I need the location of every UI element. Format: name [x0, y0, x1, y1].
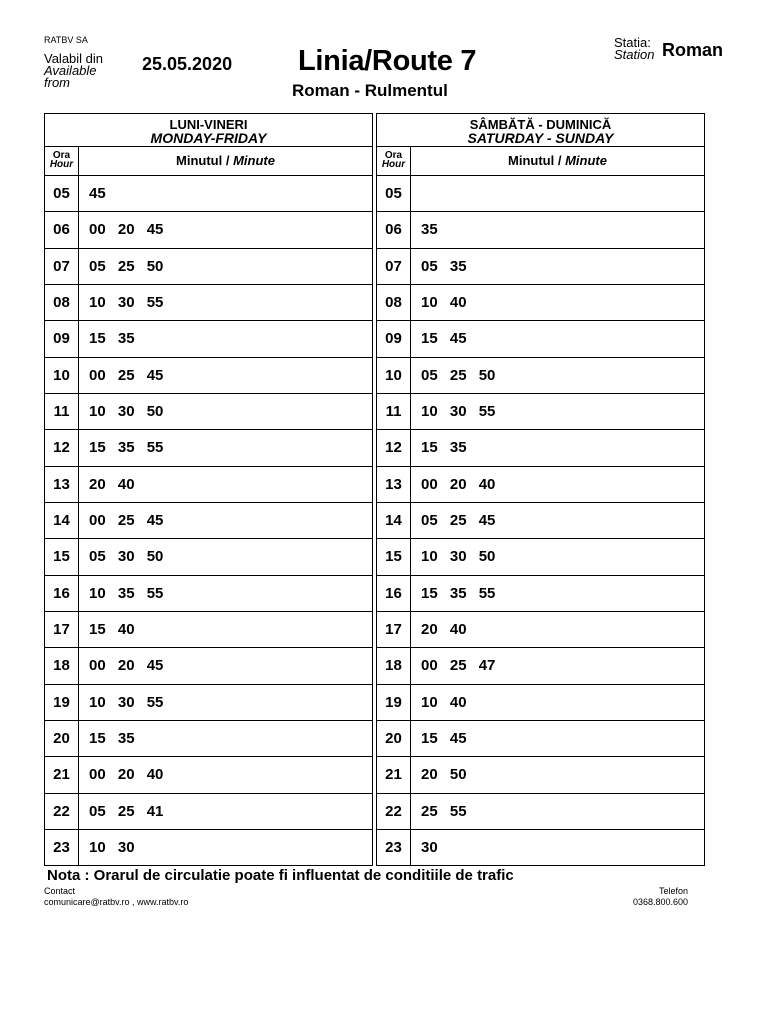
minutes-cell: 10 30 55: [89, 693, 164, 711]
table-row: [45, 394, 372, 430]
minutes-cell: 15 45: [421, 330, 467, 348]
minutes-cell: 10 35 55: [89, 584, 164, 602]
traffic-note: Nota : Orarul de circulatie poate fi influentat de conditiile de trafic: [47, 867, 514, 884]
valid-from-label: [44, 53, 103, 89]
table-row: [45, 285, 372, 321]
weekday-rows: [45, 176, 372, 866]
minutes-cell: 00 20 40: [89, 766, 164, 784]
hour-cell: 09: [377, 321, 411, 356]
minutes-cell: 10 30: [89, 838, 135, 856]
phone-value: 0368.800.600: [632, 897, 688, 907]
table-row: [45, 721, 372, 757]
hour-label-en: Hour: [381, 159, 406, 170]
hour-cell: 12: [377, 430, 411, 465]
station-label-ro: Statia:: [614, 35, 651, 50]
minutes-cell: 15 35 55: [89, 439, 164, 457]
weekend-panel: [376, 113, 705, 866]
phone-block: [620, 886, 688, 908]
valid-date: 25.05.2020: [142, 54, 233, 74]
minutes-cell: 10 40: [421, 293, 467, 311]
table-row: [377, 176, 704, 212]
hour-cell: 06: [377, 212, 411, 247]
hour-cell: 09: [45, 321, 79, 356]
minute-column-label: [411, 147, 704, 175]
table-row: [377, 249, 704, 285]
minute-label-en: Minute: [233, 153, 275, 168]
hour-cell: 15: [45, 539, 79, 574]
contact-block: [44, 886, 188, 908]
hour-cell: 06: [45, 212, 79, 247]
minutes-cell: [411, 176, 704, 211]
phone-label: Telefon: [658, 886, 688, 896]
minutes-cell: 00 20 45: [89, 221, 164, 239]
minutes-cell: 20 40: [421, 620, 467, 638]
hour-cell: 23: [45, 830, 79, 866]
hour-cell: 18: [45, 648, 79, 683]
hour-cell: 08: [45, 285, 79, 320]
valid-from-en-2: from: [44, 75, 70, 90]
table-row: [45, 830, 372, 866]
hour-cell: 17: [377, 612, 411, 647]
table-row: [45, 503, 372, 539]
table-row: [45, 612, 372, 648]
table-row: [45, 685, 372, 721]
minutes-cell: 35: [421, 221, 438, 239]
hour-cell: 11: [377, 394, 411, 429]
hour-cell: 17: [45, 612, 79, 647]
minutes-cell: 45: [89, 185, 106, 202]
table-row: [377, 794, 704, 830]
hour-cell: 23: [377, 830, 411, 866]
minutes-cell: 15 35: [421, 439, 467, 457]
minute-label-en: Minute: [565, 153, 607, 168]
station-label-en: Station: [614, 47, 655, 62]
table-row: [45, 176, 372, 212]
hour-cell: 20: [45, 721, 79, 756]
table-row: [45, 648, 372, 684]
hour-label-ro: Ora: [384, 150, 403, 161]
hour-cell: 05: [45, 176, 79, 211]
hour-cell: 05: [377, 176, 411, 211]
hour-column-label: [45, 147, 79, 175]
hour-cell: 21: [45, 757, 79, 792]
valid-from-ro: Valabil din: [44, 51, 104, 66]
minutes-cell: 15 45: [421, 729, 467, 747]
minutes-cell: 20 40: [89, 475, 135, 493]
table-row: [377, 612, 704, 648]
table-row: [377, 285, 704, 321]
weekday-column-header: [45, 147, 372, 176]
hour-cell: 20: [377, 721, 411, 756]
minutes-cell: 10 30 55: [89, 293, 164, 311]
hour-cell: 22: [377, 794, 411, 829]
hour-cell: 18: [377, 648, 411, 683]
minutes-cell: 05 25 50: [421, 366, 496, 384]
minutes-cell: 05 25 45: [421, 511, 496, 529]
minutes-cell: 10 40: [421, 693, 467, 711]
table-row: [45, 321, 372, 357]
minutes-cell: 05 25 41: [89, 802, 164, 820]
table-row: [45, 539, 372, 575]
table-row: [377, 394, 704, 430]
minutes-cell: 00 25 45: [89, 511, 164, 529]
hour-cell: 21: [377, 757, 411, 792]
minutes-cell: 00 25 45: [89, 366, 164, 384]
hour-cell: 07: [377, 249, 411, 284]
station-name: Roman: [662, 40, 724, 60]
table-row: [377, 358, 704, 394]
table-row: [377, 430, 704, 466]
weekend-title-en: SATURDAY - SUNDAY: [467, 130, 614, 146]
table-row: [377, 830, 704, 866]
weekday-title-en: MONDAY-FRIDAY: [150, 130, 267, 146]
minutes-cell: 05 25 50: [89, 257, 164, 275]
weekday-header: [45, 114, 372, 147]
minute-column-label: [79, 147, 372, 175]
minutes-cell: 25 55: [421, 802, 467, 820]
minutes-cell: 15 40: [89, 620, 135, 638]
valid-from-en-1: Available: [44, 63, 97, 78]
hour-cell: 16: [377, 576, 411, 611]
minutes-cell: 05 35: [421, 257, 467, 275]
minutes-cell: 10 30 55: [421, 402, 496, 420]
hour-cell: 19: [377, 685, 411, 720]
minutes-cell: 30: [421, 838, 438, 856]
hour-cell: 07: [45, 249, 79, 284]
weekend-rows: [377, 176, 704, 866]
hour-cell: 16: [45, 576, 79, 611]
hour-label-en: Hour: [49, 159, 74, 170]
hour-column-label: [377, 147, 411, 175]
table-row: [377, 648, 704, 684]
minutes-cell: 10 30 50: [89, 402, 164, 420]
minute-label-ro: Minutul /: [176, 153, 230, 168]
weekend-title-ro: SÂMBĂTĂ - DUMINICĂ: [469, 117, 612, 132]
company-name: RATBV SA: [44, 35, 88, 45]
weekday-panel: [44, 113, 373, 866]
weekend-column-header: [377, 147, 704, 176]
table-row: [377, 685, 704, 721]
table-row: [377, 757, 704, 793]
minutes-cell: 15 35: [89, 330, 135, 348]
minutes-cell: 00 20 40: [421, 475, 496, 493]
table-row: [45, 358, 372, 394]
table-row: [45, 576, 372, 612]
timetable-grid: [44, 113, 706, 866]
minutes-cell: 10 30 50: [421, 548, 496, 566]
route-title: Linia/Route 7: [298, 45, 477, 77]
hour-cell: 14: [45, 503, 79, 538]
table-row: [45, 212, 372, 248]
hour-cell: 14: [377, 503, 411, 538]
table-row: [45, 249, 372, 285]
hour-cell: 22: [45, 794, 79, 829]
hour-cell: 08: [377, 285, 411, 320]
hour-cell: 10: [45, 358, 79, 393]
table-row: [377, 212, 704, 248]
table-row: [377, 321, 704, 357]
table-row: [45, 757, 372, 793]
hour-cell: 11: [45, 394, 79, 429]
weekend-header: [377, 114, 704, 147]
table-row: [377, 721, 704, 757]
hour-cell: 13: [377, 467, 411, 502]
hour-cell: 19: [45, 685, 79, 720]
minute-label-ro: Minutul /: [508, 153, 562, 168]
contact-label: Contact: [44, 886, 76, 896]
route-subtitle: Roman - Rulmentul: [292, 81, 448, 100]
minutes-cell: 05 30 50: [89, 548, 164, 566]
minutes-cell: 20 50: [421, 766, 467, 784]
hour-cell: 13: [45, 467, 79, 502]
hour-label-ro: Ora: [52, 150, 71, 161]
minutes-cell: 00 25 47: [421, 657, 496, 675]
table-row: [45, 794, 372, 830]
minutes-cell: 00 20 45: [89, 657, 164, 675]
table-row: [45, 467, 372, 503]
table-row: [377, 576, 704, 612]
table-row: [377, 467, 704, 503]
contact-value: comunicare@ratbv.ro , www.ratbv.ro: [44, 897, 189, 907]
table-row: [45, 430, 372, 466]
station-label: [614, 37, 654, 61]
table-row: [377, 539, 704, 575]
table-row: [377, 503, 704, 539]
weekday-title-ro: LUNI-VINERI: [169, 117, 248, 132]
minutes-cell: 15 35 55: [421, 584, 496, 602]
minutes-cell: 15 35: [89, 729, 135, 747]
hour-cell: 10: [377, 358, 411, 393]
hour-cell: 15: [377, 539, 411, 574]
hour-cell: 12: [45, 430, 79, 465]
